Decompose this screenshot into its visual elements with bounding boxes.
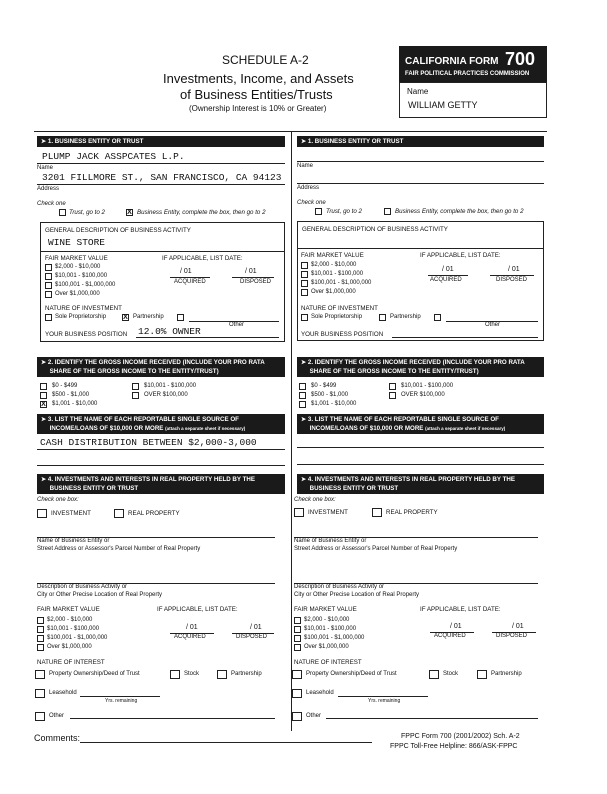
left-prop-owner-label: Property Ownership/Deed of Trust [49,671,140,677]
right-inc1-checkbox[interactable] [299,383,306,390]
right-inc4-checkbox[interactable] [389,383,396,390]
left-inc3-checkbox[interactable]: X [41,401,46,408]
left-partnership2-checkbox[interactable] [217,670,227,679]
left-desc-activity-label: Description of Business Activity or [37,584,128,590]
left-real-property-checkbox[interactable] [114,509,124,518]
right-check-one: Check one [297,200,326,206]
left-inc4-checkbox[interactable] [132,383,139,390]
commission-name: FAIR POLITICAL PRACTICES COMMISSION [405,71,530,77]
center-divider [291,131,292,731]
form-badge [399,46,547,82]
left-fmv4-checkbox[interactable] [45,291,52,298]
right-rp-disposed-date[interactable]: / 01 [512,623,524,630]
left-rp-acquired-label: ACQUIRED [174,634,206,640]
right-sec3-bar: ➤ 3. LIST THE NAME OF EACH REPORTABLE SINGLE SOURCE OF INCOME/LOANS OF $10,000 OR MORE (attach a separate sheet if necessary) [297,414,544,434]
right-inc3-checkbox[interactable] [299,401,306,408]
left-trust-label: Trust, go to 2 [69,209,105,216]
right-sole-label: Sole Proprietorship [311,314,363,320]
left-yrs-label: Yrs. remaining [105,698,138,704]
left-fmv1-label: $2,000 - $10,000 [55,264,101,270]
left-acquired-date[interactable]: / 01 [180,268,192,275]
left-activity-value[interactable]: WINE STORE [48,237,106,248]
left-fmv2-checkbox[interactable] [45,273,52,280]
left-business-entity-label: Business Entity, complete the box, then go to 2 [137,209,266,216]
right-if-applicable-2: IF APPLICABLE, LIST DATE: [420,606,501,613]
title-line-2: of Business Entities/Trusts [180,87,333,102]
left-rp-fmv3-label: $100,001 - $1,000,000 [47,635,108,641]
right-fmv3-checkbox[interactable] [301,280,308,287]
left-investment-checkbox[interactable] [37,509,47,518]
filer-name-label: Name [407,87,429,96]
left-acquired-label: ACQUIRED [174,279,206,285]
left-other-label: Other [229,322,245,328]
right-leasehold-checkbox[interactable] [292,689,302,698]
form-name: CALIFORNIA FORM [405,56,499,67]
right-name-label: Name [297,163,314,169]
right-fmv-label: FAIR MARKET VALUE [301,252,364,259]
left-real-property-label: REAL PROPERTY [128,510,180,517]
right-rp-fmv1-checkbox[interactable] [294,617,301,624]
form-reference: FPPC Form 700 (2001/2002) Sch. A-2 [401,733,520,740]
right-street-label: Street Address or Assessor's Parcel Number of Real Property [294,546,458,552]
right-if-applicable: IF APPLICABLE, LIST DATE: [420,252,501,259]
right-rp-fmv3-checkbox[interactable] [294,635,301,642]
left-entity-name[interactable]: PLUMP JACK ASSPCATES L.P. [42,151,185,162]
left-check-one-box: Check one box: [37,497,79,503]
filer-name-value[interactable]: WILLIAM GETTY [408,100,478,110]
right-fmv4-label: Over $1,000,000 [311,289,356,295]
right-prop-owner-checkbox[interactable] [292,670,302,679]
left-sole-checkbox[interactable] [45,314,52,321]
left-other-checkbox[interactable] [177,314,184,321]
right-rp-fmv4-checkbox[interactable] [294,644,301,651]
right-real-property-label: REAL PROPERTY [386,509,438,516]
left-check-one: Check one [37,201,66,207]
left-prop-owner-checkbox[interactable] [35,670,45,679]
left-fmv3-checkbox[interactable] [45,282,52,289]
right-partnership2-label: Partnership [491,671,522,677]
left-other2-label: Other [49,713,65,719]
right-name-entity-label: Name of Business Entity or [294,538,367,544]
left-name-entity-label: Name of Business Entity or [37,538,110,544]
left-inc2-label: $500 - $1,000 [52,392,90,398]
left-fmv3-label: $100,001 - $1,000,000 [55,282,116,288]
left-position-label: YOUR BUSINESS POSITION [45,331,128,338]
left-general-desc-label: GENERAL DESCRIPTION OF BUSINESS ACTIVITY [45,227,191,234]
right-partnership2-checkbox[interactable] [477,670,487,679]
right-disposed-date[interactable]: / 01 [508,266,520,273]
right-other-label: Other [485,322,501,328]
right-inc2-checkbox[interactable] [299,392,306,399]
right-investment-checkbox[interactable] [294,508,304,517]
right-inc1-label: $0 - $499 [311,383,337,389]
right-business-entity-checkbox[interactable] [384,208,391,215]
right-leasehold-label: Leasehold [306,690,334,696]
left-rp-disposed-date[interactable]: / 01 [250,624,262,631]
left-fmv1-checkbox[interactable] [45,264,52,271]
left-partnership2-label: Partnership [231,671,262,677]
comments-line[interactable] [80,742,372,743]
left-rp-fmv2-label: $10,001 - $100,000 [47,626,100,632]
left-rp-fmv1-checkbox[interactable] [37,617,44,624]
left-address-label: Address [37,186,60,192]
right-trust-checkbox[interactable] [315,208,322,215]
right-real-property-checkbox[interactable] [372,508,382,517]
right-yrs-label: Yrs. remaining [368,698,401,704]
right-rp-fmv2-label: $10,001 - $100,000 [304,626,357,632]
right-prop-owner-label: Property Ownership/Deed of Trust [306,671,397,677]
helpline: FPPC Toll-Free Helpline: 866/ASK-FPPC [390,743,518,750]
left-stock-label: Stock [184,671,200,677]
left-business-entity-checkbox[interactable]: X [127,209,132,216]
subtitle: (Ownership Interest is 10% or Greater) [189,104,327,113]
left-sec2-bar: ➤ 2. IDENTIFY THE GROSS INCOME RECEIVED (INCLUDE YOUR PRO RATA SHARE OF THE GROSS INCOME TO THE ENTITY/TRUST) [37,357,285,377]
left-city-label: City or Other Precise Location of Real Property [37,592,163,598]
left-inc1-label: $0 - $499 [52,383,78,389]
left-stock-checkbox[interactable] [170,670,180,679]
right-fmv4-checkbox[interactable] [301,289,308,296]
left-sole-label: Sole Proprietorship [55,314,107,320]
left-if-applicable-2: IF APPLICABLE, LIST DATE: [157,606,238,613]
right-sec1-bar: ➤ 1. BUSINESS ENTITY OR TRUST [297,136,544,147]
left-inc5-label: OVER $100,000 [144,392,188,398]
right-rp-fmv2-checkbox[interactable] [294,626,301,633]
left-nature-investment: NATURE OF INVESTMENT [45,305,122,312]
right-fmv1-label: $2,000 - $10,000 [311,262,357,268]
right-other2-label: Other [306,713,322,719]
right-rp-acquired-label: ACQUIRED [434,633,466,639]
right-rp-fmv3-label: $100,001 - $1,000,000 [304,635,365,641]
right-inc5-checkbox[interactable] [389,392,396,399]
left-sec1-bar: ➤ 1. BUSINESS ENTITY OR TRUST [37,136,285,147]
right-check-one-box: Check one box: [294,497,336,503]
left-position-value[interactable]: 12.0% OWNER [138,326,201,337]
left-street-label: Street Address or Assessor's Parcel Number of Real Property [37,546,201,552]
left-fmv-label: FAIR MARKET VALUE [45,255,108,262]
left-rp-acquired-date[interactable]: / 01 [186,624,198,631]
left-name-label: Name [37,165,54,171]
left-disposed-label: DISPOSED [240,279,272,285]
right-stock-label: Stock [443,671,459,677]
right-stock-checkbox[interactable] [429,670,439,679]
right-sole-checkbox[interactable] [301,314,308,321]
left-other2-checkbox[interactable] [35,712,45,721]
left-inc2-checkbox[interactable] [40,392,47,399]
left-partnership-checkbox[interactable]: X [123,314,128,321]
right-rp-fmv4-label: Over $1,000,000 [304,644,349,650]
right-fmv1-checkbox[interactable] [301,262,308,269]
left-fmv4-label: Over $1,000,000 [55,291,100,297]
left-inc5-checkbox[interactable] [132,392,139,399]
right-fmv3-label: $100,001 - $1,000,000 [311,280,372,286]
right-other-checkbox[interactable] [434,314,441,321]
left-rp-fmv4-label: Over $1,000,000 [47,644,92,650]
right-acquired-label: ACQUIRED [430,277,462,283]
right-inc3-label: $1,001 - $10,000 [311,401,357,407]
left-inc4-label: $10,001 - $100,000 [144,383,197,389]
left-inc3-label: $1,001 - $10,000 [52,401,98,407]
right-inc5-label: OVER $100,000 [401,392,445,398]
right-partnership-label: Partnership [390,314,421,320]
left-sec3-bar: ➤ 3. LIST THE NAME OF EACH REPORTABLE SINGLE SOURCE OF INCOME/LOANS OF $10,000 OR MORE (attach a separate sheet if necessary) [37,414,285,434]
right-city-label: City or Other Precise Location of Real Property [294,592,420,598]
right-inc4-label: $10,001 - $100,000 [401,383,454,389]
right-rp-fmv1-label: $2,000 - $10,000 [304,617,350,623]
right-rp-acquired-date[interactable]: / 01 [450,623,462,630]
left-address[interactable]: 3201 FILLMORE ST., SAN FRANCISCO, CA 94123 [42,172,282,183]
left-investment-label: INVESTMENT [51,510,91,517]
right-rp-disposed-label: DISPOSED [496,633,528,639]
right-nature-investment: NATURE OF INVESTMENT [301,305,378,312]
right-acquired-date[interactable]: / 01 [442,266,454,273]
comments-label: Comments: [34,733,81,743]
left-partnership-label: Partnership [133,314,164,320]
form-number: 700 [505,49,536,69]
left-fmv-label-2: FAIR MARKET VALUE [37,606,100,613]
left-leasehold-label: Leasehold [49,690,77,696]
left-rp-fmv1-label: $2,000 - $10,000 [47,617,93,623]
left-source-value[interactable]: CASH DISTRIBUTION BETWEEN $2,000-3,000 [40,437,257,448]
left-leasehold-checkbox[interactable] [35,689,45,698]
right-inc2-label: $500 - $1,000 [311,392,349,398]
right-sec2-bar: ➤ 2. IDENTIFY THE GROSS INCOME RECEIVED (INCLUDE YOUR PRO RATA SHARE OF THE GROSS INCOME TO THE ENTITY/TRUST) [297,357,544,377]
left-trust-checkbox[interactable] [59,209,66,216]
right-other2-checkbox[interactable] [292,712,302,721]
right-desc-activity-label: Description of Business Activity or [294,584,385,590]
left-if-applicable: IF APPLICABLE, LIST DATE: [162,255,243,262]
right-trust-label: Trust, go to 2 [326,208,362,215]
left-rp-disposed-label: DISPOSED [236,634,268,640]
left-rp-fmv3-checkbox[interactable] [37,635,44,642]
left-inc1-checkbox[interactable] [40,383,47,390]
left-sec4-bar: ➤ 4. INVESTMENTS AND INTERESTS IN REAL PROPERTY HELD BY THE BUSINESS ENTITY OR TRUST [37,474,285,494]
right-nature-interest: NATURE OF INTEREST [294,659,362,666]
right-fmv2-label: $10,001 - $100,000 [311,271,364,277]
left-rp-fmv2-checkbox[interactable] [37,626,44,633]
left-nature-interest: NATURE OF INTEREST [37,659,105,666]
left-fmv2-label: $10,001 - $100,000 [55,273,108,279]
right-disposed-label: DISPOSED [496,277,528,283]
left-disposed-date[interactable]: / 01 [245,268,257,275]
schedule-title: SCHEDULE A-2 [222,53,309,67]
right-business-entity-label: Business Entity, complete the box, then go to 2 [395,208,524,215]
right-sec4-bar: ➤ 4. INVESTMENTS AND INTERESTS IN REAL PROPERTY HELD BY THE BUSINESS ENTITY OR TRUST [297,474,544,494]
right-general-desc-label: GENERAL DESCRIPTION OF BUSINESS ACTIVITY [302,226,448,233]
right-position-label: YOUR BUSINESS POSITION [301,331,384,338]
title-line-1: Investments, Income, and Assets [163,71,354,86]
right-partnership-checkbox[interactable] [379,314,386,321]
right-fmv2-checkbox[interactable] [301,271,308,278]
right-address-label: Address [297,185,320,191]
left-rp-fmv4-checkbox[interactable] [37,644,44,651]
right-investment-label: INVESTMENT [308,509,348,516]
right-fmv-label-2: FAIR MARKET VALUE [294,606,357,613]
